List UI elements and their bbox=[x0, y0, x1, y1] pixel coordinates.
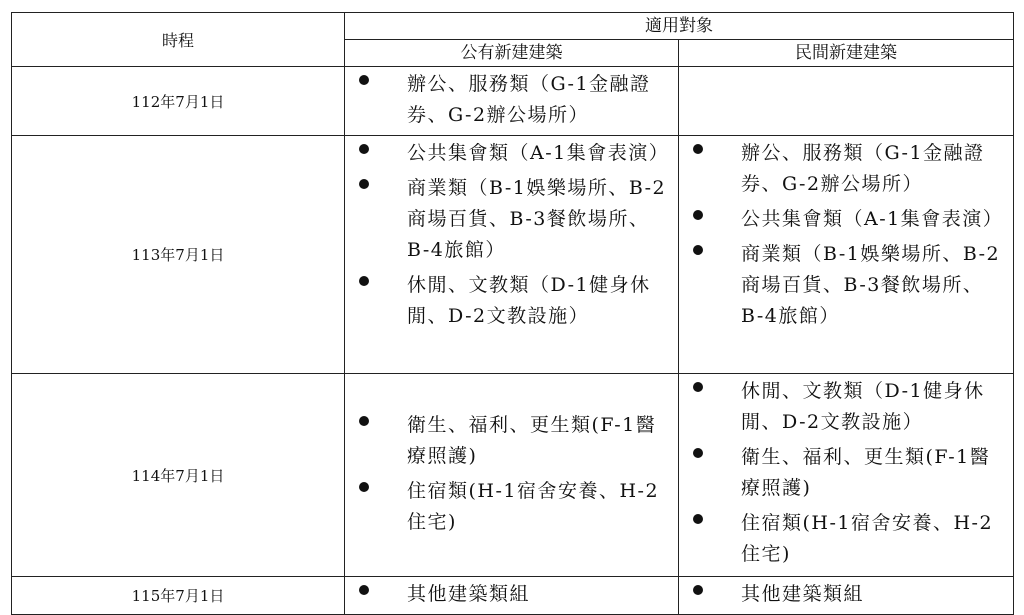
private-cell bbox=[679, 374, 1014, 577]
row-time: 112年7月1日 bbox=[12, 67, 345, 136]
list-item: 休閒、文教類（D-1健身休閒、D-2文教設施） bbox=[689, 376, 1005, 438]
list-item: 商業類（B-1娛樂場所、B-2商場百貨、B-3餐飲場所、B-4旅館） bbox=[355, 173, 670, 266]
list-item: 辦公、服務類（G-1金融證券、G-2辦公場所） bbox=[689, 138, 1005, 200]
header-private: 民間新建建築 bbox=[679, 40, 1014, 67]
bullet-icon bbox=[693, 144, 703, 154]
list-item: 商業類（B-1娛樂場所、B-2商場百貨、B-3餐飲場所、B-4旅館） bbox=[689, 239, 1005, 332]
row-time: 113年7月1日 bbox=[12, 136, 345, 374]
list-item: 衛生、福利、更生類(F-1醫療照護) bbox=[689, 442, 1005, 504]
row-time: 115年7月1日 bbox=[12, 577, 345, 615]
bullet-icon bbox=[693, 210, 703, 220]
public-cell bbox=[345, 577, 679, 615]
header-row-top bbox=[12, 13, 1014, 40]
bullet-icon bbox=[359, 179, 369, 189]
private-cell bbox=[679, 577, 1014, 615]
bullet-icon bbox=[359, 276, 369, 286]
list-item: 公共集會類（A-1集會表演） bbox=[355, 138, 670, 169]
bullet-icon bbox=[693, 448, 703, 458]
bullet-icon bbox=[693, 514, 703, 524]
row-time: 114年7月1日 bbox=[12, 374, 345, 577]
public-cell bbox=[345, 67, 679, 136]
schedule-table bbox=[11, 12, 1014, 615]
public-cell bbox=[345, 136, 679, 374]
bullet-icon bbox=[359, 75, 369, 85]
list-item: 休閒、文教類（D-1健身休閒、D-2文教設施） bbox=[355, 270, 670, 332]
bullet-icon bbox=[359, 416, 369, 426]
bullet-icon bbox=[359, 144, 369, 154]
list-item: 其他建築類組 bbox=[689, 579, 1005, 610]
bullet-icon bbox=[359, 585, 369, 595]
bullet-icon bbox=[693, 382, 703, 392]
table-row bbox=[12, 374, 1014, 577]
bullet-icon bbox=[693, 585, 703, 595]
list-item: 住宿類(H-1宿舍安養、H-2住宅) bbox=[689, 508, 1005, 570]
header-public: 公有新建建築 bbox=[345, 40, 679, 67]
list-item: 公共集會類（A-1集會表演） bbox=[689, 204, 1005, 235]
list-item: 住宿類(H-1宿舍安養、H-2住宅) bbox=[355, 476, 670, 538]
header-scope: 適用對象 bbox=[345, 13, 1014, 40]
list-item: 衛生、福利、更生類(F-1醫療照護) bbox=[355, 410, 670, 472]
private-cell bbox=[679, 136, 1014, 374]
table-row bbox=[12, 136, 1014, 374]
list-item: 其他建築類組 bbox=[355, 579, 670, 610]
table-row bbox=[12, 577, 1014, 615]
bullet-icon bbox=[693, 245, 703, 255]
bullet-icon bbox=[359, 482, 369, 492]
header-time: 時程 bbox=[12, 13, 345, 67]
private-cell bbox=[679, 67, 1014, 136]
list-item: 辦公、服務類（G-1金融證券、G-2辦公場所） bbox=[355, 69, 670, 131]
public-cell bbox=[345, 374, 679, 577]
table-row bbox=[12, 67, 1014, 136]
